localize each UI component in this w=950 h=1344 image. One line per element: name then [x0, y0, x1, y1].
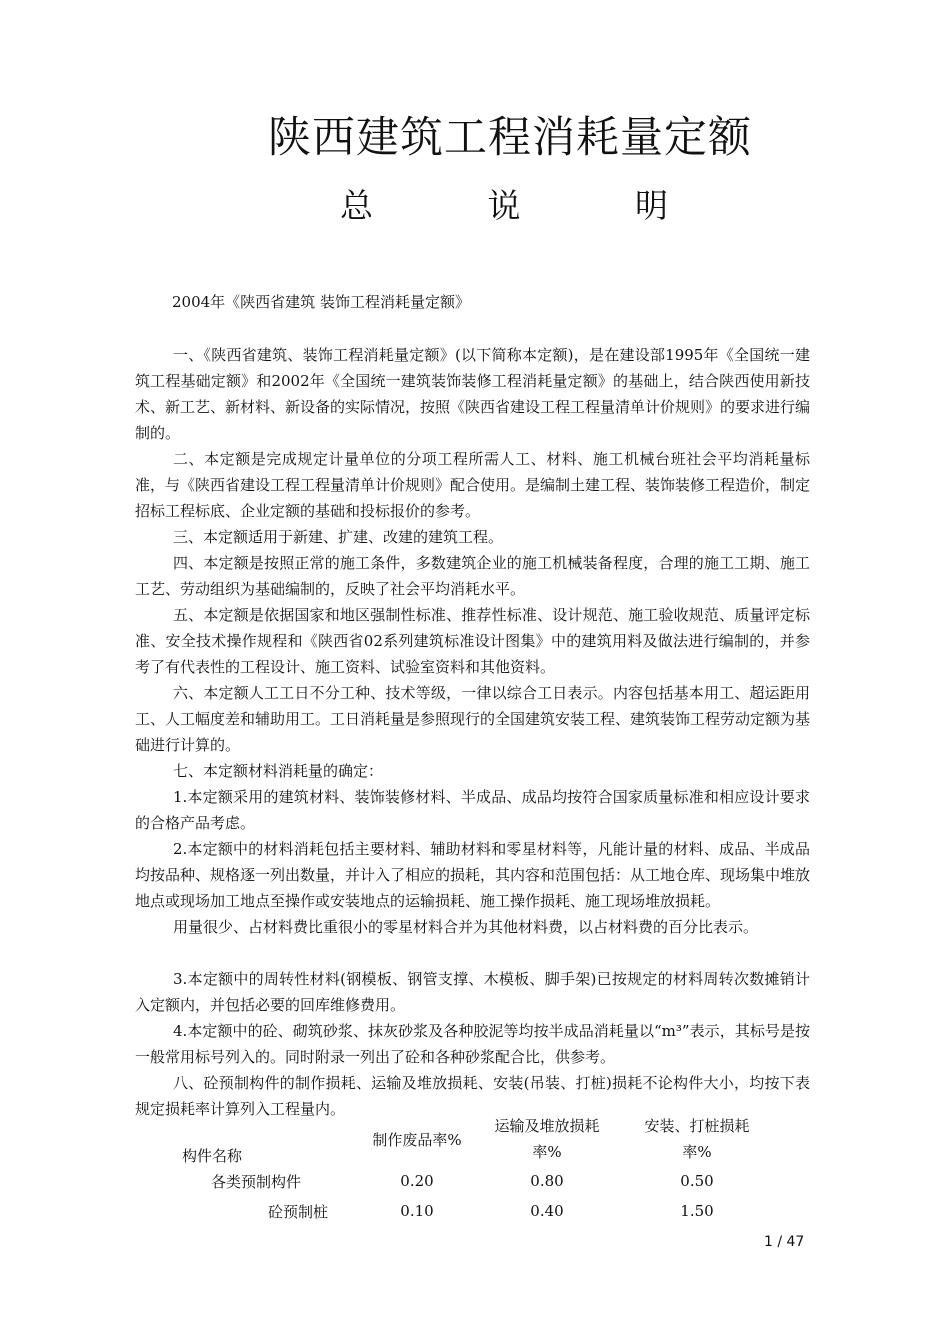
paragraph-8: 八、砼预制构件的制作损耗、运输及堆放损耗、安装(吊装、打桩)损耗不论构件大小，均按下表规定损耗率计算列入工程量内。: [135, 1074, 810, 1118]
header-transport-line1: 运输及堆放损耗: [494, 1117, 600, 1135]
paragraph-7-3: 3.本定额中的周转性材料(钢模板、钢管支撑、木模板、脚手架)已按规定的材料周转次数摊销计入定额内，并包括必要的回库维修费用。: [135, 970, 810, 1014]
cell-install: 1.50: [680, 1202, 714, 1220]
header-transport-line2: 率%: [532, 1143, 562, 1161]
loss-rate-table: [150, 1112, 772, 1226]
paragraph-1: 一、《陕西省建筑、装饰工程消耗量定额》(以下简称本定额)，是在建设部1995年《全国统一建筑工程基础定额》和2002年《全国统一建筑装饰装修工程消耗量定额》的基础上，结合陕西使用新技术、新工艺、新材料、新设备的实际情况，按照《陕西省建设工程工程量清单计价规则》的要求进行编制的。: [135, 346, 811, 442]
paragraph-7-1: 1.本定额采用的建筑材料、装饰装修材料、半成品、成品均按符合国家质量标准和相应设计要求的合格产品考虑。: [135, 788, 810, 832]
table-row: [150, 1166, 772, 1196]
paragraph-7-2-note: 用量很少、占材料费比重很小的零星材料合并为其他材料费，以占材料费的百分比表示。: [173, 918, 759, 936]
cell-transport: 0.80: [530, 1172, 564, 1190]
paragraph-5: 五、本定额是依据国家和地区强制性标准、推荐性标准、设计规范、施工验收规范、质量评定标准、安全技术操作规程和《陕西省02系列建筑标准设计图集》中的建筑用料及做法进行编制的，并参考了有代表性的工程设计、施工资料、试验室资料和其他资料。: [135, 606, 810, 676]
document-title: 陕西建筑工程消耗量定额: [268, 113, 752, 163]
paragraph-6: 六、本定额人工工日不分工种、技术等级，一律以综合工日表示。内容包括基本用工、超运距用工、人工幅度差和辅助用工。工日消耗量是参照现行的全国建筑安装工程、建筑装饰工程劳动定额为基础进行计算的。: [135, 684, 811, 754]
header-component-name: 构件名称: [182, 1147, 243, 1165]
cell-production: 0.20: [400, 1172, 434, 1190]
paragraph-7-2: 2.本定额中的材料消耗包括主要材料、辅助材料和零星材料等，凡能计量的材料、成品、半成品均按品种、规格逐一列出数量，并计入了相应的损耗，其内容和范围包括：从工地仓库、现场集中堆放地点或现场加工地点至操作或安装地点的运输损耗、施工操作损耗、施工现场堆放损耗。: [135, 840, 811, 910]
cell-transport: 0.40: [530, 1202, 564, 1220]
paragraph-4: 四、本定额是按照正常的施工条件，多数建筑企业的施工机械装备程度，合理的施工工期、施工工艺、劳动组织为基础编制的，反映了社会平均消耗水平。: [135, 554, 810, 598]
cell-name: 砼预制桩: [267, 1202, 328, 1221]
header-transport-loss: [472, 1112, 622, 1166]
cell-install: 0.50: [680, 1172, 714, 1190]
paragraph-7: 七、本定额材料消耗量的确定：: [173, 762, 384, 780]
paragraph-2: 二、本定额是完成规定计量单位的分项工程所需人工、材料、施工机械台班社会平均消耗量标准，与《陕西省建设工程工程量清单计价规则》配合使用。是编制土建工程、装饰装修工程造价，制定招标工程标底、企业定额的基础和投标报价的参考。: [135, 450, 811, 520]
paragraph-7-4: 4.本定额中的砼、砌筑砂浆、抹灰砂浆及各种胶泥等均按半成品消耗量以“m³”表示，其标号是按一般常用标号列入的。同时附录一列出了砼和各种砂浆配合比，供参考。: [135, 1022, 810, 1066]
table-header-row: [150, 1112, 772, 1166]
cell-production: 0.10: [400, 1202, 434, 1220]
cell-name: 各类预制构件: [210, 1172, 301, 1191]
body-text: [135, 342, 810, 1122]
header-install-line1: 安装、打桩损耗: [644, 1117, 750, 1135]
header-install-line2: 率%: [682, 1143, 712, 1161]
header-install-loss: [622, 1112, 772, 1166]
intro-line: 2004年《陕西省建筑 装饰工程消耗量定额》: [172, 293, 470, 311]
paragraph-3: 三、本定额适用于新建、扩建、改建的建筑工程。: [173, 528, 504, 546]
table-row: [150, 1196, 772, 1226]
document-subtitle: 总 说 明: [340, 186, 720, 225]
page-number: 1 / 47: [764, 1234, 805, 1250]
header-production-loss: 制作废品率%: [372, 1130, 462, 1149]
